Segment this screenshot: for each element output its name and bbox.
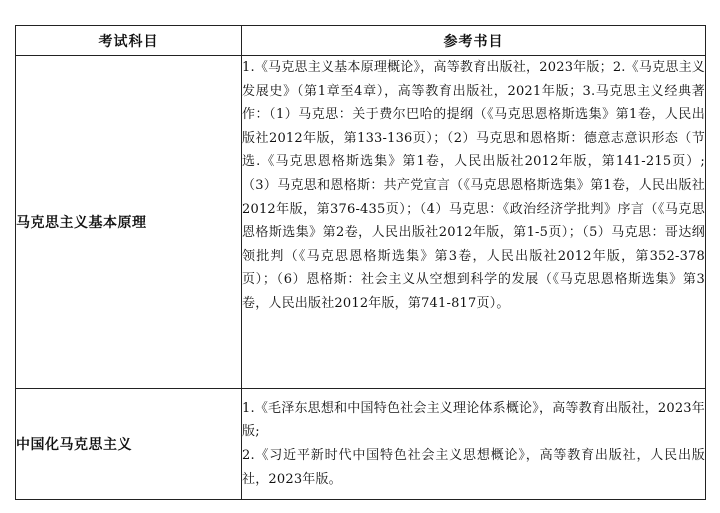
header-row (16, 26, 706, 56)
reference-item: 2.《习近平新时代中国特色社会主义思想概论》，高等教育出版社，人民出版社，2023年版。 (242, 448, 705, 487)
reference-item: 1.《毛泽东思想和中国特色社会主义理论体系概论》，高等教育出版社，2023年版; (242, 400, 705, 440)
subject-cell: 中国化马克思主义 (16, 389, 242, 500)
table-row (16, 56, 706, 389)
references-cell (242, 389, 706, 500)
table-row (16, 389, 706, 500)
subject-cell: 马克思主义基本原理 (16, 56, 242, 389)
references-cell: 1.《马克思主义基本原理概论》，高等教育出版社，2023年版；2.《马克思主义发展史》（第1章至4章），高等教育出版社，2021年版；3.马克思主义经典著作：（1）马克思：关于费尔巴哈的提纲（《马克思恩格斯选集》第1卷，人民出版社2012年版，第133-136页）；（2）马克思和恩格斯：德意志意识形态（节选.《马克思恩格斯选集》第1卷，人民出版社2012年版，第141-215页）;（3）马克思和恩格斯：共产党宣言（《马克思恩格斯选集》第1卷，人民出版社2012年版，第376-435页）；（4）马克思：《政治经济学批判》序言（《马克思恩格斯选集》第2卷，人民出版社2012年版，第1-5页）；（5）马克思：哥达纲领批判（《马克思恩格斯选集》第3卷，人民出版社2012年版，第352-378页）；（6）恩格斯：社会主义从空想到科学的发展（《马克思恩格斯选集》第3卷，人民出版社2012年版，第741-817页）。 (242, 56, 706, 389)
header-subject: 考试科目 (16, 26, 242, 56)
header-references: 参考书目 (242, 26, 706, 56)
reference-table (15, 25, 706, 500)
